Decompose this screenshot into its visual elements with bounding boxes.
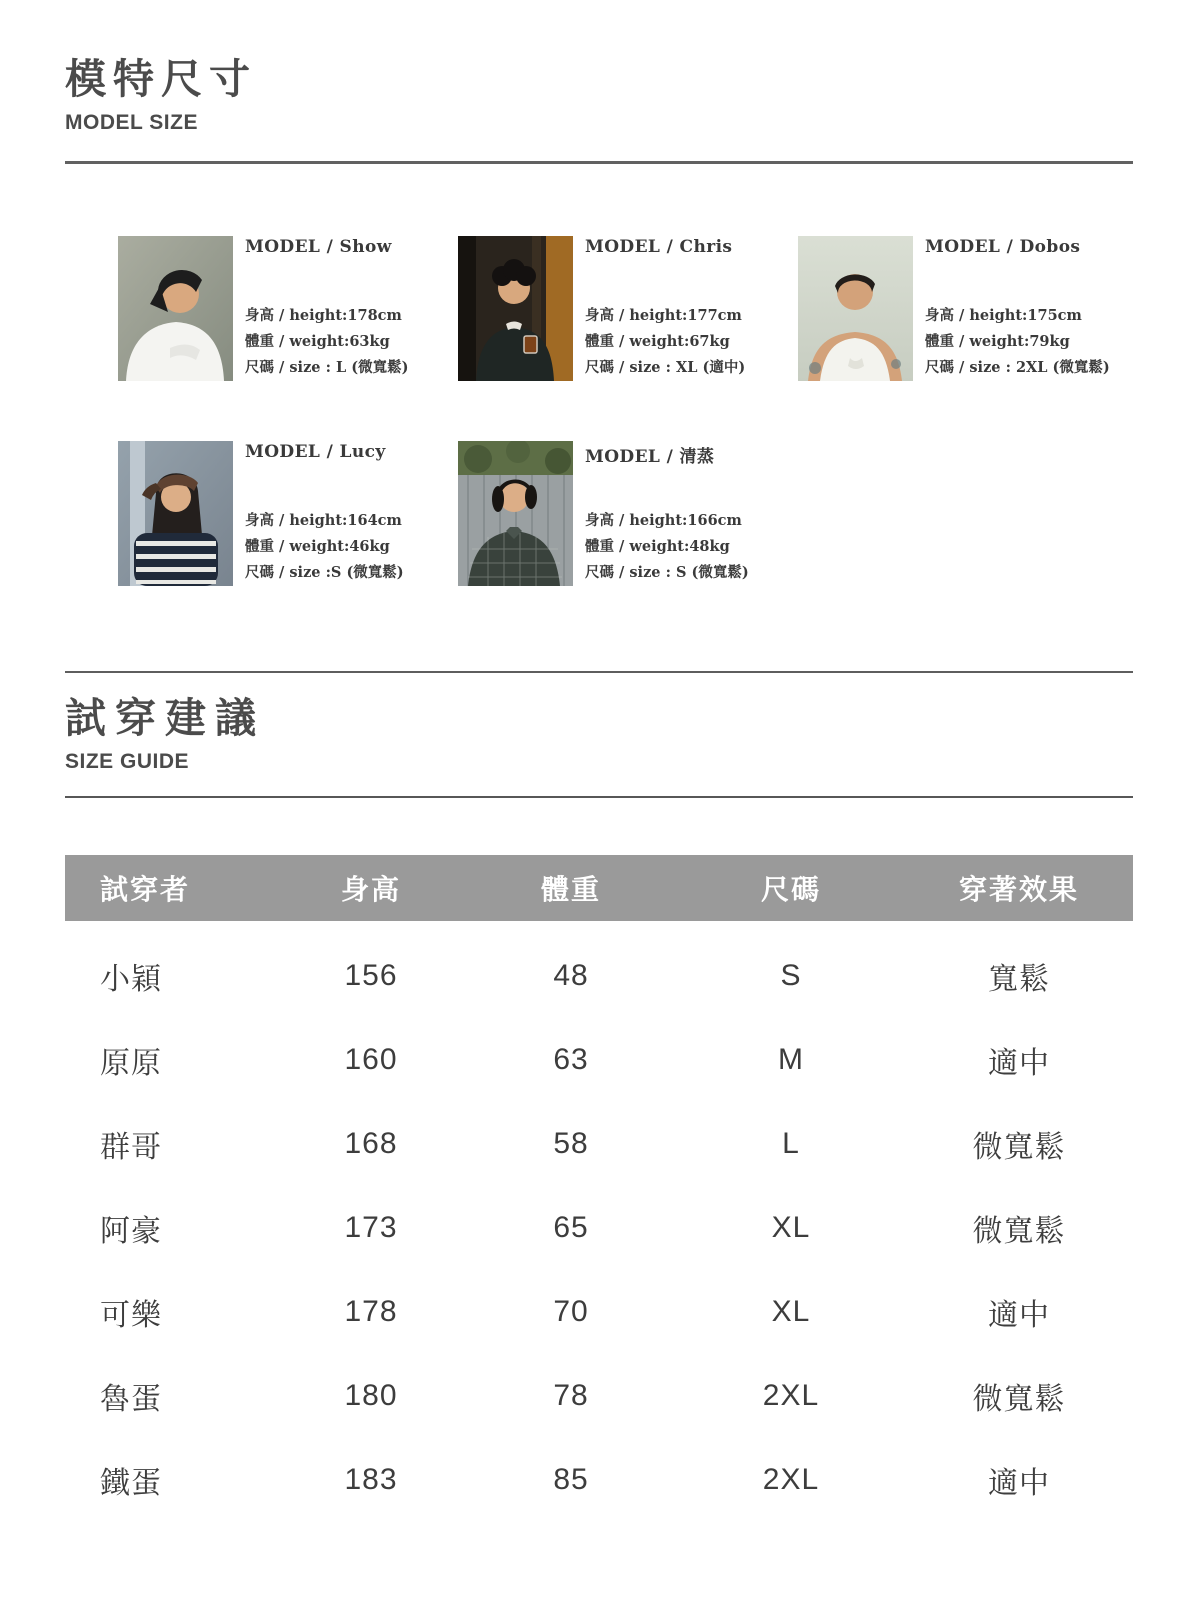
table-cell: 168 (344, 1127, 398, 1161)
table-cell: 2XL (762, 1379, 820, 1413)
model-weight: 體重 / weight:46kg (245, 538, 390, 556)
table-cell: 183 (344, 1463, 398, 1497)
table-header-cell-tester: 試穿者 (100, 874, 191, 906)
size-guide-table (65, 855, 1133, 1522)
model-height: 身高 / height:175cm (925, 307, 1082, 325)
page-content (65, 0, 1133, 1522)
model-stats (245, 303, 450, 381)
table-row (65, 934, 1133, 1018)
table-cell: 鐵蛋 (100, 1467, 162, 1501)
model-weight: 體重 / weight:79kg (925, 333, 1070, 351)
model-weight: 體重 / weight:48kg (585, 538, 730, 556)
table-cell: 適中 (988, 1047, 1050, 1081)
table-cell: 58 (553, 1127, 589, 1161)
table-row (65, 1186, 1133, 1270)
model-info (925, 236, 1130, 381)
table-cell: 70 (553, 1295, 589, 1329)
table-header-cell-weight: 體重 (540, 874, 601, 906)
model-name: MODEL / Chris (585, 237, 733, 258)
size-guide-title-en: SIZE GUIDE (65, 750, 190, 774)
table-cell: 78 (553, 1379, 589, 1413)
divider-under-size-guide (65, 796, 1133, 798)
table-cell: 156 (344, 959, 398, 993)
table-cell: XL (771, 1211, 811, 1245)
table-cell: M (778, 1043, 804, 1077)
model-size: 尺碼 / size : L (微寬鬆) (245, 359, 409, 377)
models-grid (118, 236, 1133, 586)
table-header-cell-size: 尺碼 (760, 874, 821, 906)
table-cell: 2XL (762, 1463, 820, 1497)
table-row (65, 1354, 1133, 1438)
table-cell: 微寬鬆 (972, 1131, 1066, 1165)
table-row (65, 1102, 1133, 1186)
model-name: MODEL / 清蒸 (585, 447, 715, 468)
model-size-section (65, 0, 1133, 586)
table-cell: 173 (344, 1211, 398, 1245)
table-cell: XL (771, 1295, 811, 1329)
model-stats (925, 303, 1130, 381)
model-height: 身高 / height:178cm (245, 307, 402, 325)
table-row (65, 1438, 1133, 1522)
divider-middle (65, 671, 1133, 673)
model-photo-lucy (118, 441, 233, 586)
model-info (585, 441, 790, 586)
divider-top (65, 161, 1133, 164)
model-name: MODEL / Lucy (245, 442, 386, 463)
table-cell: 微寬鬆 (972, 1215, 1066, 1249)
model-card-show (118, 236, 458, 381)
table-cell: 阿豪 (100, 1215, 162, 1249)
table-cell: 160 (344, 1043, 398, 1077)
table-cell: L (782, 1127, 800, 1161)
model-card-lucy (118, 441, 458, 586)
model-stats (585, 303, 790, 381)
model-card-dobos (798, 236, 1133, 381)
table-cell: 適中 (988, 1467, 1050, 1501)
model-card-chris (458, 236, 798, 381)
model-weight: 體重 / weight:67kg (585, 333, 730, 351)
table-cell: 可樂 (100, 1299, 162, 1333)
size-guide-title-zh: 試穿建議 (65, 695, 265, 742)
table-cell: 微寬鬆 (972, 1383, 1066, 1417)
model-size: 尺碼 / size :S (微寬鬆) (245, 564, 404, 582)
model-weight: 體重 / weight:63kg (245, 333, 390, 351)
table-row (65, 1270, 1133, 1354)
model-size-title-en: MODEL SIZE (65, 111, 198, 135)
table-header-row (65, 855, 1133, 921)
model-size-title-zh: 模特尺寸 (65, 56, 257, 102)
table-cell: 48 (553, 959, 589, 993)
model-info (585, 236, 790, 381)
model-photo-show (118, 236, 233, 381)
model-name: MODEL / Dobos (925, 237, 1081, 258)
model-photo-dobos (798, 236, 913, 381)
size-guide-section (65, 671, 1133, 1522)
model-info (245, 441, 450, 586)
model-info (245, 236, 450, 381)
model-photo-qingzheng (458, 441, 573, 586)
model-stats (245, 508, 450, 586)
table-row (65, 1018, 1133, 1102)
table-cell: 寬鬆 (988, 963, 1050, 997)
table-cell: 63 (553, 1043, 589, 1077)
table-cell: 原原 (100, 1047, 162, 1081)
model-height: 身高 / height:164cm (245, 512, 402, 530)
table-header-cell-height: 身高 (340, 874, 401, 906)
table-body (65, 921, 1133, 1522)
model-name: MODEL / Show (245, 237, 392, 258)
table-cell: 65 (553, 1211, 589, 1245)
table-cell: 178 (344, 1295, 398, 1329)
table-cell: 適中 (988, 1299, 1050, 1333)
table-cell: 180 (344, 1379, 398, 1413)
model-size: 尺碼 / size : XL (適中) (585, 359, 746, 377)
table-cell: 小穎 (100, 963, 162, 997)
model-size: 尺碼 / size : S (微寬鬆) (585, 564, 749, 582)
table-cell: S (780, 959, 802, 993)
model-card-qingzheng (458, 441, 798, 586)
model-stats (585, 508, 790, 586)
model-height: 身高 / height:166cm (585, 512, 742, 530)
table-header-cell-fit: 穿著效果 (958, 874, 1079, 906)
model-height: 身高 / height:177cm (585, 307, 742, 325)
table-cell: 85 (553, 1463, 589, 1497)
table-cell: 魯蛋 (100, 1383, 162, 1417)
table-cell: 群哥 (100, 1131, 162, 1165)
model-photo-chris (458, 236, 573, 381)
model-size: 尺碼 / size : 2XL (微寬鬆) (925, 359, 1110, 377)
